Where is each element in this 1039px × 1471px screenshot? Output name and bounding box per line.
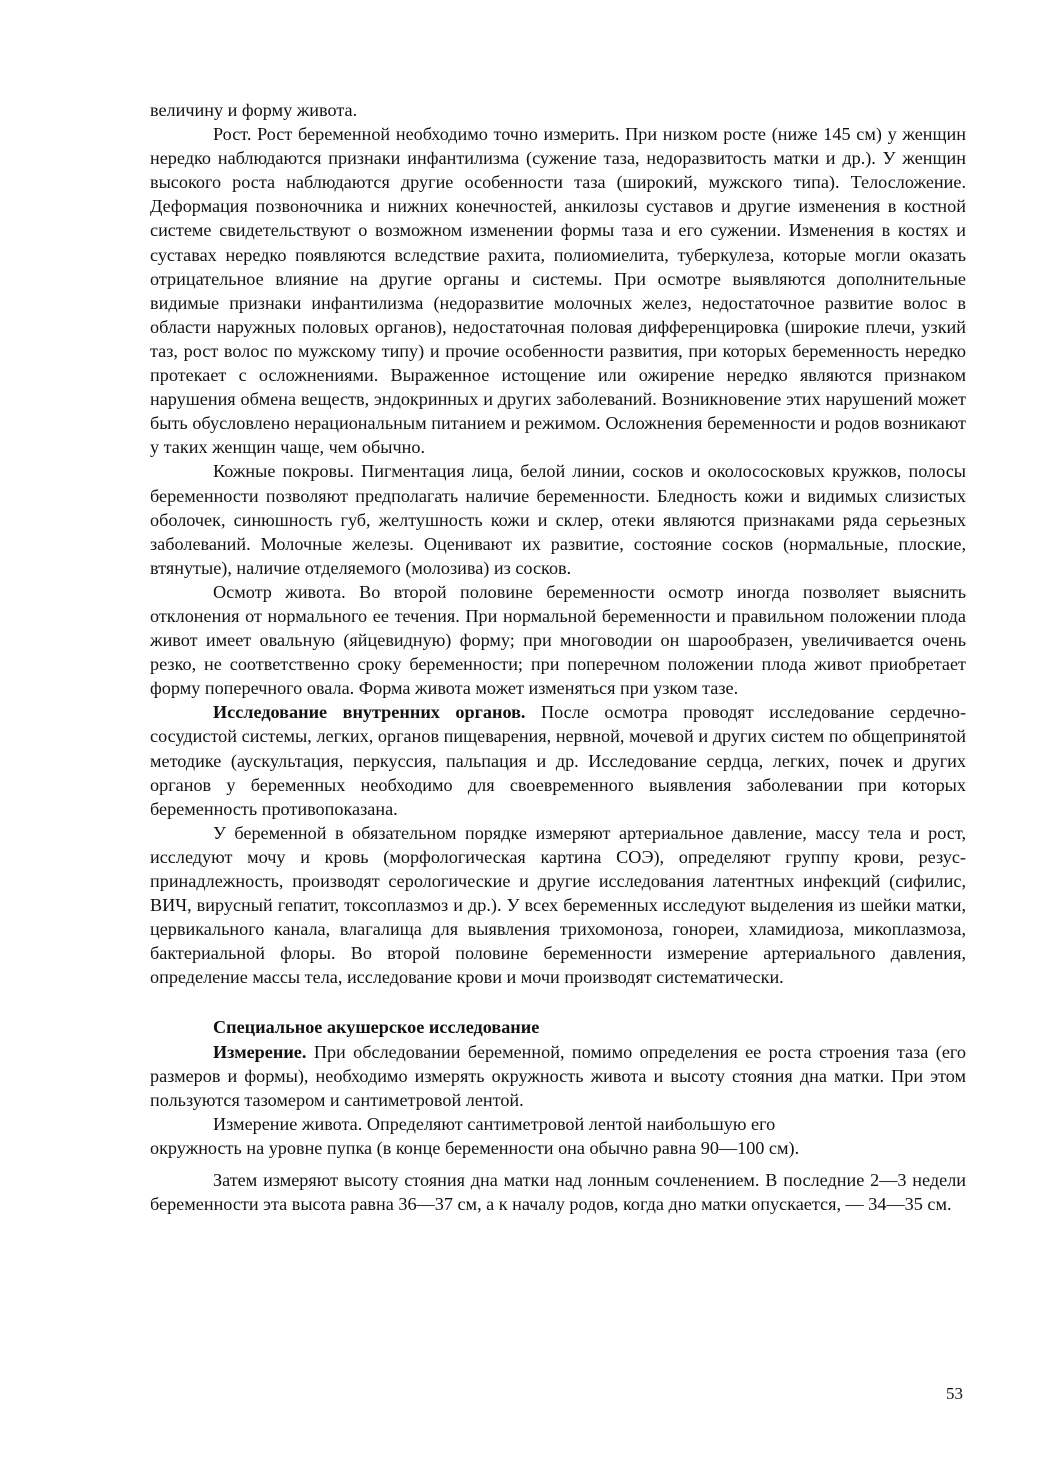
paragraph-abdomen-exam bbox=[150, 580, 966, 700]
paragraph-text: Осмотр живота. Во второй половине беременности осмотр иногда позволяет выяснить отклонения от нормального ее течения. При нормальной беременности и правильном положении плода живот имеет овальную (яйцевидную) форму; при многоводии он шарообразен, увеличивается очень резко, не соответственно сроку беременности; при поперечном положении плода живот приобретает форму поперечного овала. Форма живота может изменяться при узком тазе. bbox=[150, 581, 966, 699]
paragraph-mandatory-tests bbox=[150, 821, 966, 990]
paragraph-skin bbox=[150, 459, 966, 579]
paragraph-lead: Исследование внутренних органов. bbox=[213, 702, 526, 723]
paragraph-text: После осмотра проводят исследование сердечно-сосудистой системы, легких, органов пищеварения, нервной, мочевой и других систем по общепринятой методике (аускультация, перкуссия, пальпация и др. Исследование сердца, легких, почек и других органов у беременных необходимо для своевременного выявления заболевании при которых беременность противопоказана. bbox=[150, 702, 966, 819]
section-heading bbox=[150, 1015, 966, 1039]
paragraph-text: При обследовании беременной, помимо определения ее роста строения таза (его размеров и формы), необходимо измерять окружность живота и высоту стояния дна матки. При этом пользуются тазомером и сантиметровой лентой. bbox=[150, 1041, 966, 1110]
paragraph-measurement bbox=[150, 1040, 966, 1112]
paragraph-text: Рост. Рост беременной необходимо точно измерить. При низком росте (ниже 145 см) у женщин нередко наблюдаются признаки инфантилизма (сужение таза, недоразвитость матки и др.). У женщин высокого роста наблюдаются другие особенности таза (широкий, мужского типа). Телосложение. Деформация позвоночника и нижних конечностей, анкилозы суставов и другие изменения в костной системе свидетельствуют о возможном изменении формы таза и его сужении. Изменения в костях и суставах нередко появляются вследствие рахита, полиомиелита, туберкулеза, которые могли оказать отрицательное влияние на другие органы и системы. При осмотре выявляются дополнительные видимые признаки инфантилизма (недоразвитие молочных желез, недостаточное развитие волос в области наружных половых органов), недостаточная половая дифференцировка (широкие плечи, узкий таз, рост волос по мужскому типу) и прочие особенности развития, при которых беременность нередко протекает с осложнениями. Выраженное истощение или ожирение нередко являются признаком нарушения обмена веществ, эндокринных и других заболеваний. Возникновение этих нарушений может быть обусловлено нерациональным питанием и режимом. Осложнения беременности и родов возникают у таких женщин чаще, чем обычно. bbox=[150, 124, 966, 458]
paragraph-internal-organs bbox=[150, 700, 966, 820]
page-number: 53 bbox=[946, 1384, 963, 1403]
paragraph-fundus-height bbox=[150, 1168, 966, 1216]
paragraph-text: окружность на уровне пупка (в конце беременности она обычно равна 90—100 см). bbox=[150, 1137, 800, 1158]
document-page bbox=[150, 98, 966, 1216]
paragraph-text: Затем измеряют высоту стояния дна матки над лонным сочленением. В последние 2—3 недели беременности эта высота равна 36—37 см, а к началу родов, когда дно матки опускается, — 34—35 см. bbox=[150, 1170, 966, 1215]
paragraph-text: Кожные покровы. Пигментация лица, белой линии, сосков и околососковых кружков, полосы беременности позволяют предполагать наличие беременности. Бледность кожи и видимых слизистых оболочек, синюшность губ, желтушность кожи и склер, отеки являются признаками ряда серьезных заболеваний. Молочные железы. Оценивают их развитие, состояние сосков (нормальные, плоские, втянутые), наличие отделяемого (молозива) из сосков. bbox=[150, 461, 966, 578]
paragraph-height bbox=[150, 122, 966, 459]
paragraph-lead: Измерение. bbox=[213, 1041, 307, 1062]
paragraph-text: Измерение живота. Определяют сантиметровой лентой наибольшую его bbox=[213, 1113, 776, 1134]
section-heading-text: Специальное акушерское исследование bbox=[213, 1017, 540, 1038]
paragraph-text: У беременной в обязательном порядке измеряют артериальное давление, массу тела и рост, исследуют мочу и кровь (морфологическая картина СОЭ), определяют группу крови, резус-принадлежность, производят серологические и другие исследования латентных инфекций (сифилис, ВИЧ, вирусный гепатит, токсоплазмоз и др.). У всех беременных исследуют выделения из шейки матки, цервикального канала, влагалища для выявления трихомоноза, гонореи, хламидиоза, микоплазмоза, бактериальной флоры. Во второй половине беременности измерение артериального давления, определение массы тела, исследование крови и мочи производят систематически. bbox=[150, 822, 966, 988]
paragraph-text: величину и форму живота. bbox=[150, 100, 358, 120]
paragraph-abdomen-measure-cont bbox=[150, 1136, 966, 1160]
paragraph-abdomen-measure bbox=[150, 1112, 966, 1136]
paragraph-continuation bbox=[150, 98, 966, 122]
